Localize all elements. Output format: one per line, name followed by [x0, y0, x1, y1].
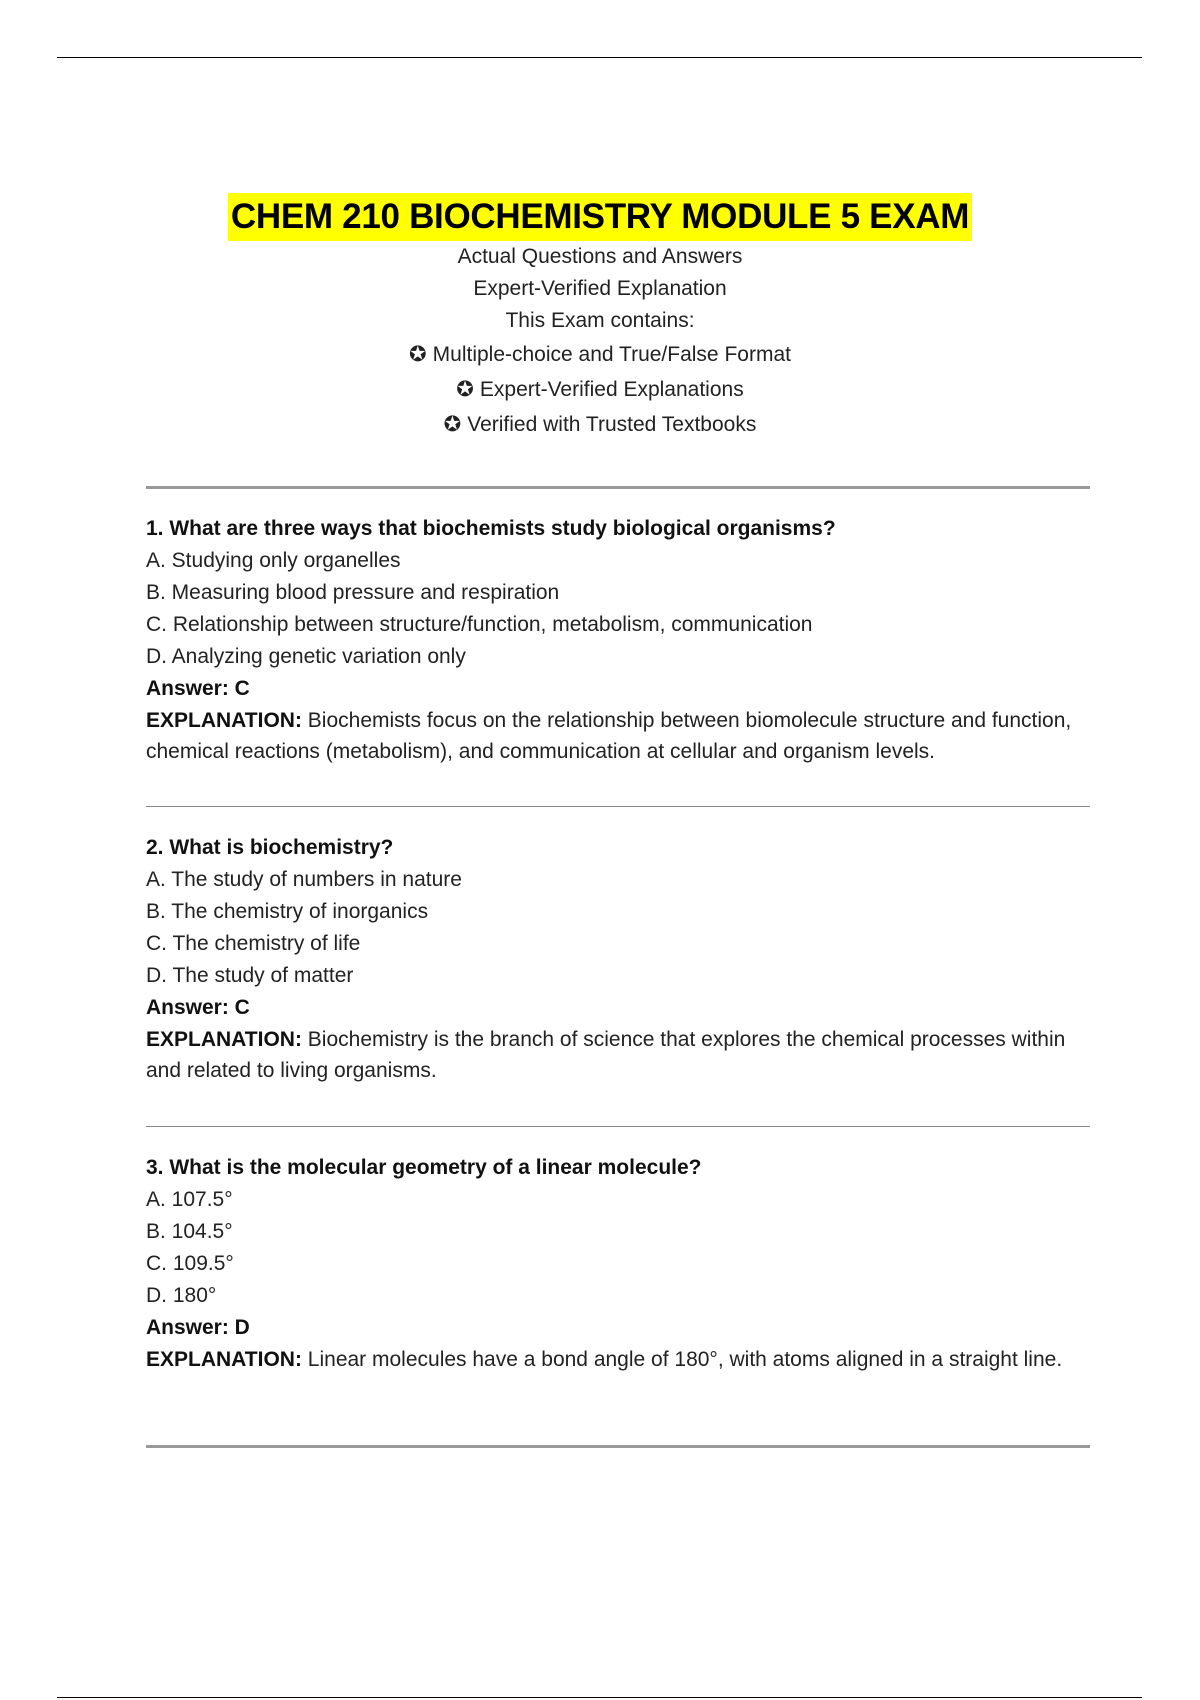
explanation	[146, 705, 1076, 767]
page-bottom-rule	[57, 1697, 1142, 1698]
explanation	[146, 1024, 1076, 1086]
answer-option-a: A. 107.5°	[146, 1188, 233, 1211]
explanation-label: EXPLANATION:	[146, 709, 302, 732]
question-block-2	[146, 832, 1096, 1086]
document-title: CHEM 210 BIOCHEMISTRY MODULE 5 EXAM	[228, 193, 972, 241]
question-block-3	[146, 1152, 1096, 1375]
subtitle-expert-verified: Expert-Verified Explanation	[473, 277, 727, 300]
correct-answer: Answer: D	[146, 1316, 250, 1339]
answer-option-a: A. The study of numbers in nature	[146, 868, 462, 891]
star-bullet-icon: ✪	[443, 413, 462, 436]
page-top-rule	[57, 57, 1142, 58]
explanation-label: EXPLANATION:	[146, 1028, 302, 1051]
explanation-label: EXPLANATION:	[146, 1348, 302, 1371]
feature-item	[0, 372, 1200, 407]
correct-answer: Answer: C	[146, 677, 250, 700]
explanation-text: Biochemistry is the branch of science that explores the chemical processes within and related to living organisms.	[146, 1028, 1066, 1082]
feature-text: Verified with Trusted Textbooks	[467, 413, 757, 436]
correct-answer: Answer: C	[146, 996, 250, 1019]
question-block-1	[146, 513, 1096, 767]
subtitle-exam-contains: This Exam contains:	[505, 309, 695, 332]
star-bullet-icon: ✪	[456, 378, 474, 401]
answer-option-d: D. 180°	[146, 1284, 217, 1307]
answer-option-b: B. The chemistry of inorganics	[146, 900, 429, 923]
feature-item	[0, 407, 1200, 442]
answer-option-c: C. Relationship between structure/function, metabolism, communication	[146, 613, 813, 636]
header-divider	[146, 486, 1090, 489]
question-text: 3. What is the molecular geometry of a linear molecule?	[146, 1156, 702, 1179]
explanation	[146, 1344, 1076, 1375]
feature-item	[0, 337, 1200, 372]
question-divider	[146, 1126, 1090, 1127]
answer-option-a: A. Studying only organelles	[146, 549, 401, 572]
question-text: 1. What are three ways that biochemists study biological organisms?	[146, 517, 836, 540]
document-header	[0, 193, 1200, 442]
question-text: 2. What is biochemistry?	[146, 836, 394, 859]
explanation-text: Linear molecules have a bond angle of 180°, with atoms aligned in a straight line.	[307, 1348, 1063, 1371]
footer-divider	[146, 1445, 1090, 1448]
feature-text: Multiple-choice and True/False Format	[432, 343, 791, 366]
feature-text: Expert-Verified Explanations	[479, 378, 744, 401]
answer-option-d: D. The study of matter	[146, 964, 354, 987]
answer-option-c: C. 109.5°	[146, 1252, 234, 1275]
question-divider	[146, 806, 1090, 807]
answer-option-b: B. 104.5°	[146, 1220, 233, 1243]
answer-option-d: D. Analyzing genetic variation only	[146, 645, 466, 668]
answer-option-c: C. The chemistry of life	[146, 932, 361, 955]
answer-option-b: B. Measuring blood pressure and respiration	[146, 581, 560, 604]
star-bullet-icon: ✪	[409, 343, 427, 366]
subtitle-actual-qa: Actual Questions and Answers	[457, 245, 743, 268]
explanation-text: Biochemists focus on the relationship between biomolecule structure and function, chemical reactions (metabolism), and communication at cellular and organism levels.	[146, 709, 1072, 763]
